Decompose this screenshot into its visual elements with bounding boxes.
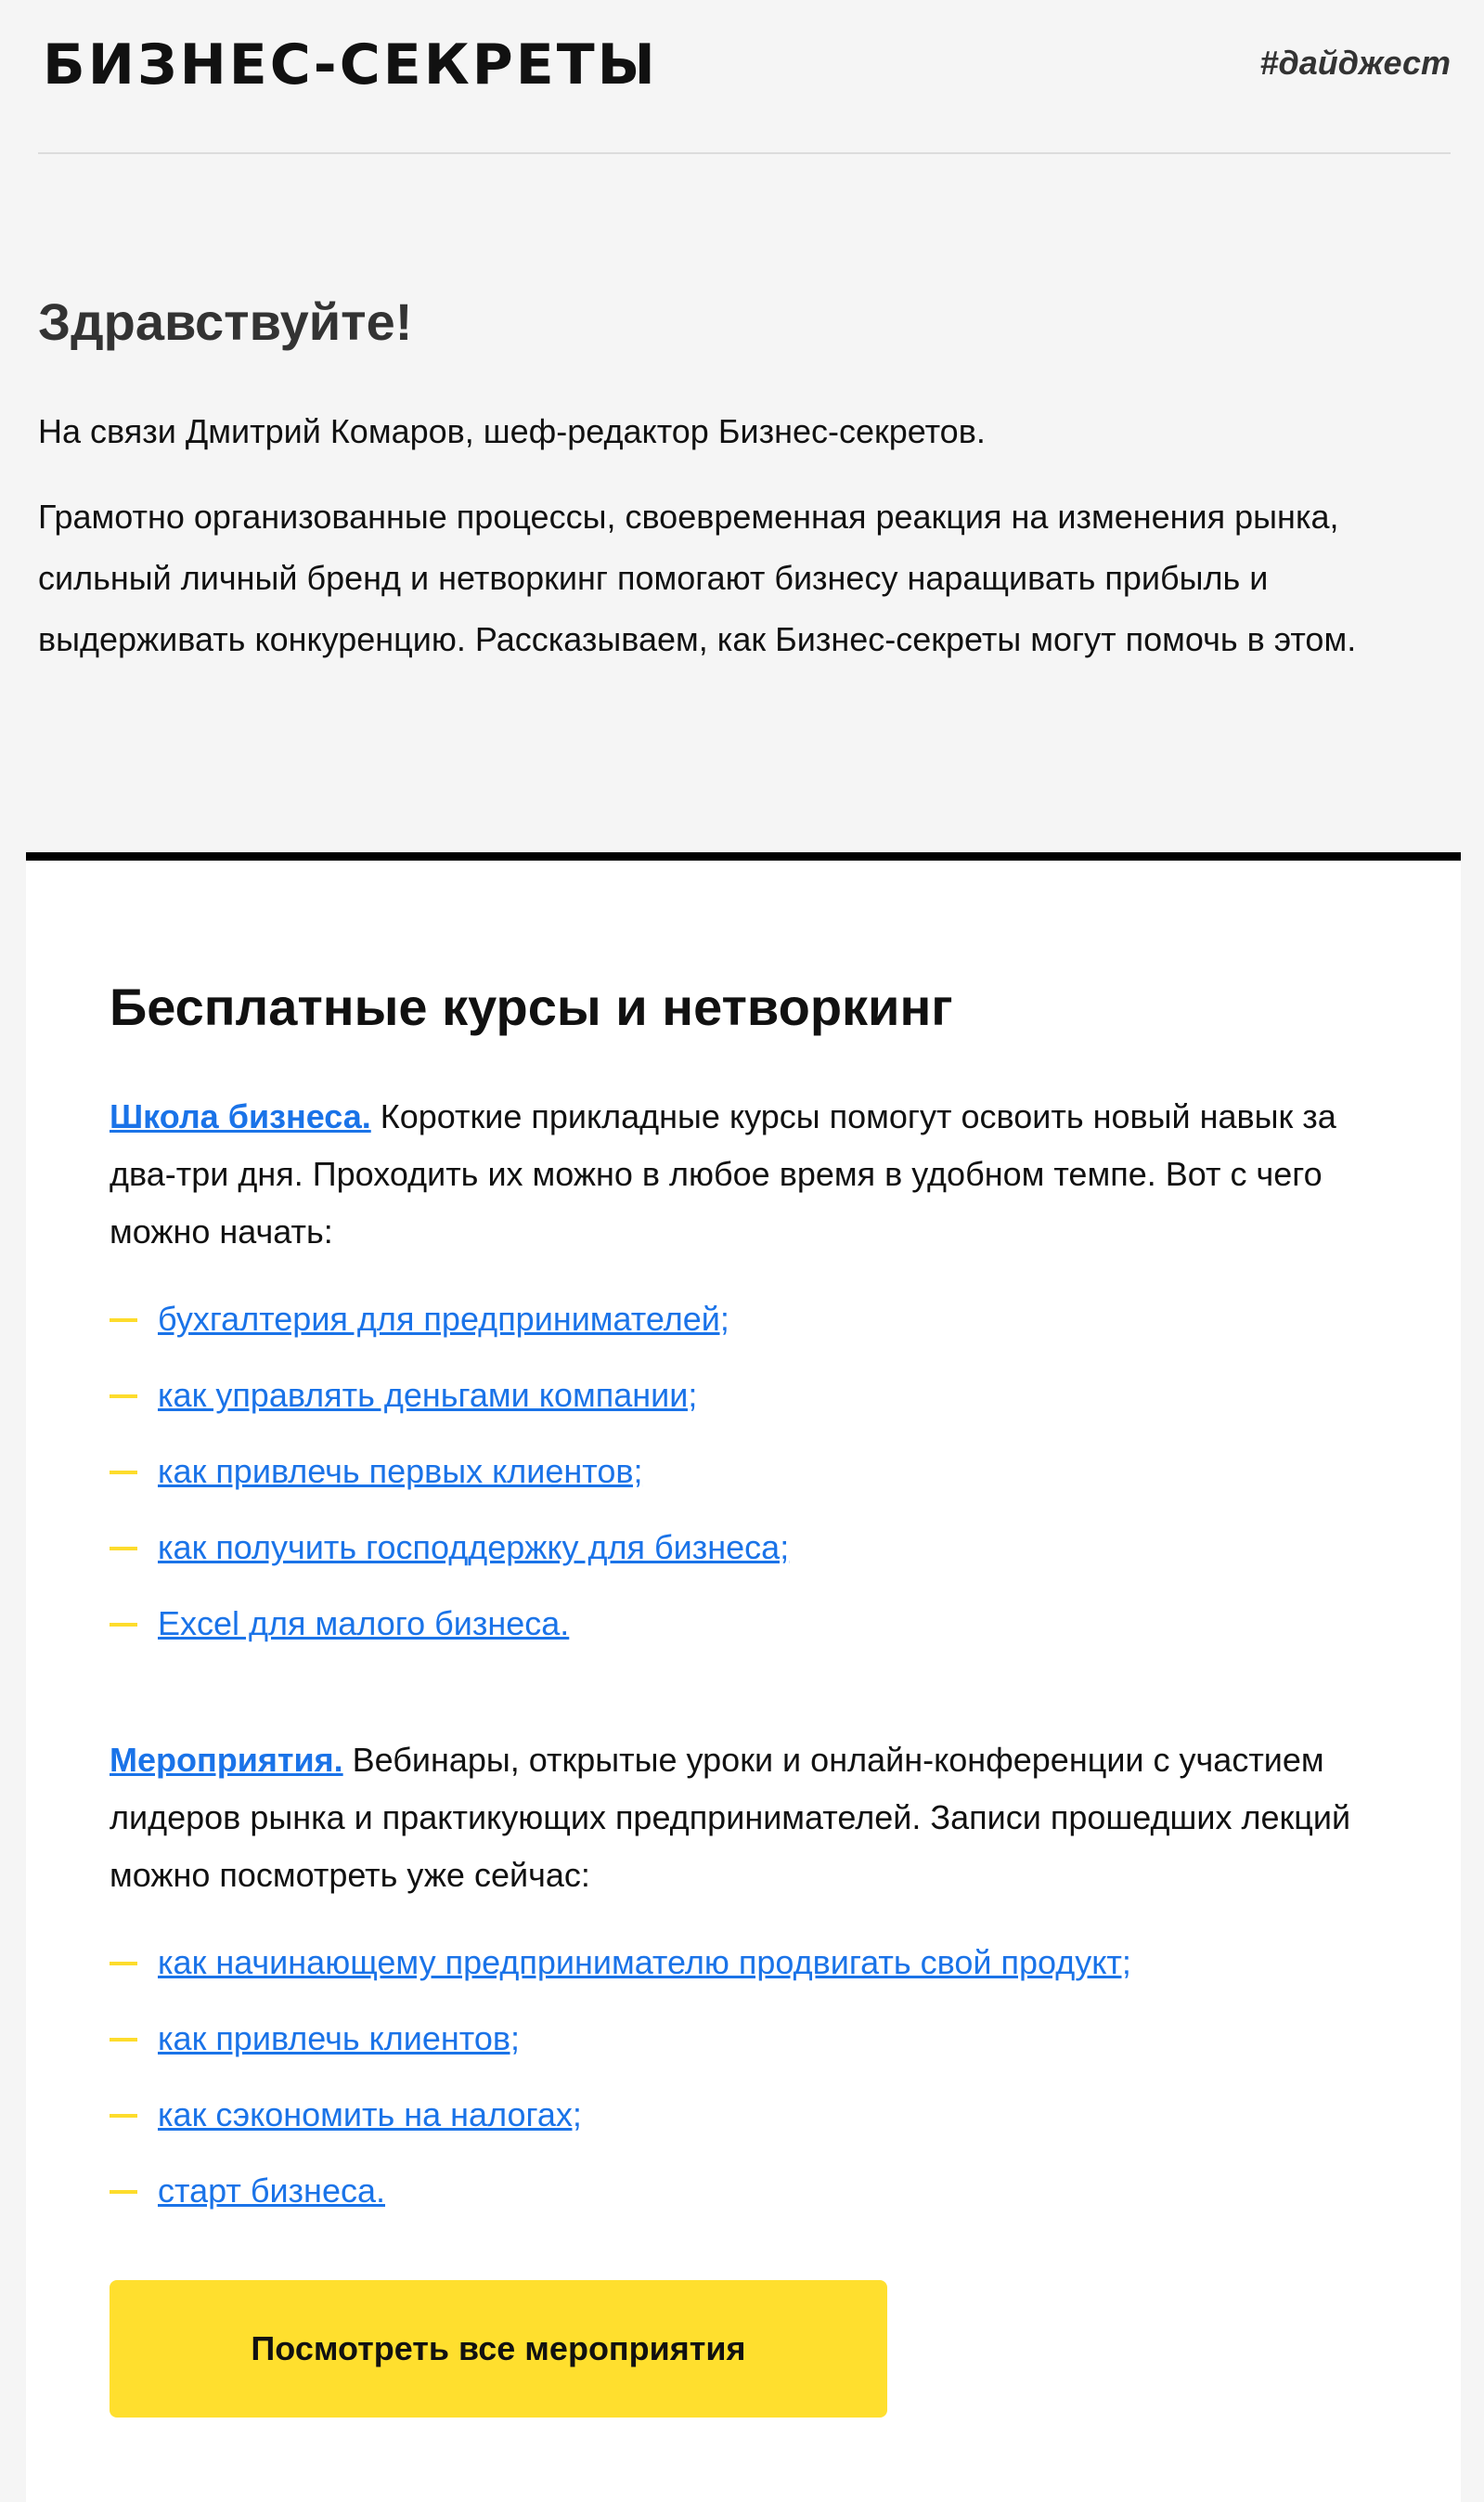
school-link[interactable]: Школа бизнеса. xyxy=(110,1097,371,1135)
list-item xyxy=(110,1371,1390,1420)
events-paragraph xyxy=(110,1731,1390,1904)
list-item xyxy=(110,2091,1390,2139)
brand-logo[interactable]: БИЗНЕС-СЕКРЕТЫ xyxy=(43,32,658,97)
intro-paragraph-1: На связи Дмитрий Комаров, шеф-редактор Бизнес-секретов. xyxy=(38,412,986,450)
courses-card xyxy=(26,852,1461,2502)
course-link-state-support[interactable]: как получить господдержку для бизнеса; xyxy=(158,1528,790,1566)
event-link-business-start[interactable]: старт бизнеса. xyxy=(158,2171,385,2210)
school-description: Короткие прикладные курсы помогут освоить новый навык за два-три дня. Проходить их можно в любое время в удобном темпе. Вот с чего можно начать: xyxy=(110,1097,1336,1251)
event-link-promote-product[interactable]: как начинающему предпринимателю продвигать свой продукт; xyxy=(158,1943,1131,1981)
events-link[interactable]: Мероприятия. xyxy=(110,1741,343,1779)
events-description: Вебинары, открытые уроки и онлайн-конференции с участием лидеров рынка и практикующих предпринимателей. Записи прошедших лекций можно посмотреть уже сейчас: xyxy=(110,1741,1351,1894)
school-paragraph xyxy=(110,1088,1390,1261)
list-item xyxy=(110,1938,1390,1987)
school-course-list xyxy=(110,1295,1390,1648)
greeting-heading: Здравствуйте! xyxy=(38,292,413,351)
course-link-money[interactable]: как управлять деньгами компании; xyxy=(158,1376,698,1414)
list-item xyxy=(110,1447,1390,1496)
dash-icon xyxy=(110,1471,137,1474)
event-link-attract-clients[interactable]: как привлечь клиентов; xyxy=(158,2019,520,2057)
all-events-button[interactable]: Посмотреть все мероприятия xyxy=(110,2280,887,2418)
event-link-save-taxes[interactable]: как сэкономить на налогах; xyxy=(158,2095,582,2133)
course-link-accounting[interactable]: бухгалтерия для предпринимателей; xyxy=(158,1300,729,1338)
list-item xyxy=(110,2167,1390,2215)
list-item xyxy=(110,2015,1390,2063)
list-item xyxy=(110,1523,1390,1572)
dash-icon xyxy=(110,2114,137,2118)
dash-icon xyxy=(110,1394,137,1398)
digest-tag: #дайджест xyxy=(1259,44,1451,82)
intro-block xyxy=(38,290,1449,694)
dash-icon xyxy=(110,2038,137,2042)
events-record-list xyxy=(110,1938,1390,2215)
dash-icon xyxy=(110,1318,137,1322)
courses-card-content xyxy=(110,975,1390,2418)
dash-icon xyxy=(110,1623,137,1627)
list-item xyxy=(110,1295,1390,1343)
email-header xyxy=(38,0,1451,154)
dash-icon xyxy=(110,1547,137,1550)
list-item xyxy=(110,1600,1390,1648)
section-title: Бесплатные курсы и нетворкинг xyxy=(110,978,953,1036)
course-link-excel[interactable]: Excel для малого бизнеса. xyxy=(158,1604,570,1642)
dash-icon xyxy=(110,1962,137,1965)
dash-icon xyxy=(110,2190,137,2194)
intro-paragraph-2: Грамотно организованные процессы, своевременная реакция на изменения рынка, сильный личный бренд и нетворкинг помогают бизнесу наращивать прибыль и выдерживать конкуренцию. Рассказываем, как Бизнес-секреты могут помочь в этом. xyxy=(38,498,1357,658)
course-link-first-clients[interactable]: как привлечь первых клиентов; xyxy=(158,1452,643,1490)
